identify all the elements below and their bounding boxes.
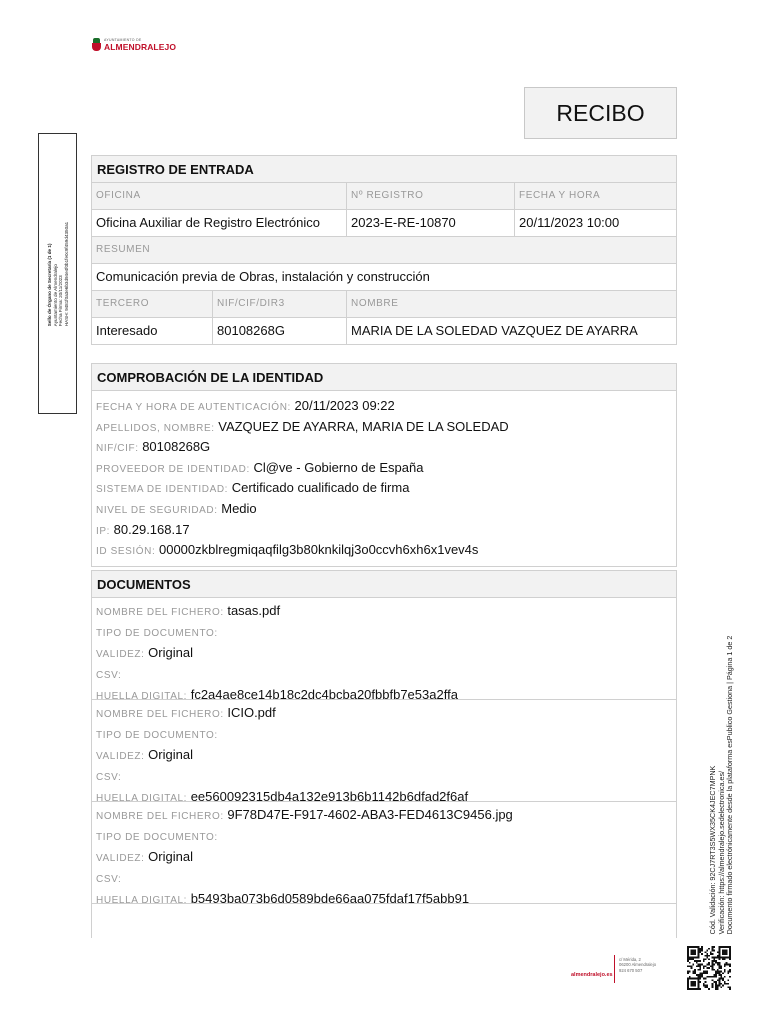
seal-date: Fecha Firma: 20/11/2023 — [58, 275, 63, 327]
document-type-box: RECIBO — [524, 87, 677, 139]
field-value: Medio — [221, 500, 257, 516]
field-value: 20/11/2023 09:22 — [294, 398, 395, 413]
tercero-value: Interesado — [92, 318, 213, 344]
seal-hash: HASH: 9481f0a3e6b3d94e4f0b1fe0c9f459d4350a1 — [63, 221, 69, 327]
field-label: VALIDEZ: — [96, 853, 145, 864]
digital-fingerprint: ee560092315db4a132e913b6b1142b6dfad2f6af — [190, 789, 469, 804]
security-level-row — [96, 500, 672, 521]
coat-of-arms-icon — [92, 38, 101, 52]
qr-code-icon — [687, 946, 731, 990]
oficina-label: OFICINA — [92, 183, 347, 209]
address-line: 06200 Almendralejo — [619, 962, 657, 968]
field-label: CSV: — [96, 772, 122, 783]
field-label: NOMBRE DEL FICHERO: — [96, 709, 224, 720]
document-entry — [92, 802, 676, 904]
validity: Original — [148, 849, 193, 864]
secretary-seal-stamp — [38, 133, 77, 414]
field-value: VAZQUEZ DE AYARRA, MARIA DE LA SOLEDAD — [218, 418, 509, 434]
field-label: ID SESIÓN: — [96, 546, 156, 558]
validity: Original — [148, 747, 193, 762]
address-line: 924 670 507 — [619, 967, 643, 973]
field-label: VALIDEZ: — [96, 751, 145, 762]
numero-value: 2023-E-RE-10870 — [347, 210, 515, 236]
field-label: TIPO DE DOCUMENTO: — [96, 832, 218, 843]
registro-entrada-section — [91, 155, 677, 345]
field-label: FECHA Y HORA DE AUTENTICACIÓN: — [96, 402, 291, 413]
auth-datetime-row — [96, 397, 672, 418]
section-title: COMPROBACIÓN DE LA IDENTIDAD — [92, 364, 676, 391]
field-label: PROVEEDOR DE IDENTIDAD: — [96, 463, 250, 475]
nif-value: 80108268G — [213, 318, 347, 344]
validation-code: Cód. Validación: 92CJ7RT3S5WX35CK4JEC7MPNK — [708, 765, 718, 935]
file-name: 9F78D47E-F917-4602-ABA3-FED4613C9456.jpg — [227, 807, 513, 822]
field-value: Cl@ve - Gobierno de España — [253, 459, 424, 475]
resumen-label: RESUMEN — [92, 237, 676, 263]
fecha-value: 20/11/2023 10:00 — [519, 215, 620, 230]
ip-row — [96, 521, 672, 542]
field-label: IP: — [96, 525, 111, 537]
address-line: c/ Mérida, 2 — [619, 957, 641, 962]
field-label: HUELLA DIGITAL: — [96, 793, 188, 804]
resumen-value: Comunicación previa de Obras, instalación y construcción — [96, 269, 430, 284]
identity-system-row — [96, 479, 672, 500]
field-label: NOMBRE DEL FICHERO: — [96, 607, 224, 618]
full-name-row — [96, 418, 672, 439]
oficina-value: Oficina Auxiliar de Registro Electrónico — [92, 210, 347, 236]
field-label: NIF/CIF: — [96, 443, 139, 455]
tercero-label: TERCERO — [92, 291, 213, 317]
footer-divider — [614, 955, 615, 983]
digital-fingerprint: fc2a4ae8ce14b18c2dc4bcba20fbbfb7e53a2ffa — [190, 687, 458, 702]
session-id-row — [96, 541, 672, 562]
field-label: VALIDEZ: — [96, 649, 145, 660]
fecha-label: FECHA Y HORA — [515, 183, 676, 209]
field-label: CSV: — [96, 874, 122, 885]
verification-text — [709, 636, 735, 935]
validity: Original — [148, 645, 193, 660]
nombre-value: MARIA DE LA SOLEDAD VAZQUEZ DE AYARRA — [351, 323, 638, 338]
field-label: NOMBRE DEL FICHERO: — [96, 811, 224, 822]
field-value: Certificado cualificado de firma — [231, 480, 410, 496]
field-label: APELLIDOS, NOMBRE: — [96, 422, 215, 434]
field-label: TIPO DE DOCUMENTO: — [96, 730, 218, 741]
identity-provider-row — [96, 459, 672, 480]
field-value: 80108268G — [142, 439, 211, 455]
nif-row — [96, 438, 672, 459]
field-label: SISTEMA DE IDENTIDAD: — [96, 484, 229, 496]
logo-subtitle: AYUNTAMIENTO DE — [104, 38, 142, 42]
digital-fingerprint: b5493ba073b6d0589bde66aa075fdaf17f5abb91 — [190, 891, 470, 906]
document-entry — [92, 598, 676, 700]
documentos-section — [91, 570, 677, 938]
logo-name: ALMENDRALEJO — [104, 41, 177, 52]
section-title: DOCUMENTOS — [92, 571, 676, 598]
footer-address — [619, 957, 656, 973]
seal-entity: Ayuntamiento de Almendralejo — [52, 264, 58, 327]
numero-label: Nº REGISTRO — [347, 183, 515, 209]
footer-logo: almendralejo.es — [571, 972, 613, 978]
field-value: 80.29.168.17 — [113, 521, 190, 537]
file-name: ICIO.pdf — [227, 705, 276, 720]
field-value: 00000zkblregmiqaqfilg3b80knkilqj3o0ccvh6xh6x1vev4s — [158, 542, 479, 558]
verification-url: Verificación: https://almendralejo.sedelectronica.es/ — [716, 770, 726, 935]
file-name: tasas.pdf — [227, 603, 281, 618]
field-label: NIVEL DE SEGURIDAD: — [96, 504, 218, 516]
field-label: TIPO DE DOCUMENTO: — [96, 628, 218, 639]
field-label: CSV: — [96, 670, 122, 681]
identidad-section — [91, 363, 677, 567]
seal-title: Sello de Órgano de Secretaría (1 de 1) — [46, 243, 52, 327]
document-entry — [92, 700, 676, 802]
section-title: REGISTRO DE ENTRADA — [92, 156, 676, 183]
field-label: HUELLA DIGITAL: — [96, 691, 188, 702]
nombre-label: NOMBRE — [347, 291, 676, 317]
platform-note: Documento firmado electrónicamente desde la plataforma esPublico Gestiona | Página 1 de 2 — [725, 635, 735, 935]
field-label: HUELLA DIGITAL: — [96, 895, 188, 906]
municipal-logo — [92, 38, 176, 52]
nif-label: NIF/CIF/DIR3 — [213, 291, 347, 317]
